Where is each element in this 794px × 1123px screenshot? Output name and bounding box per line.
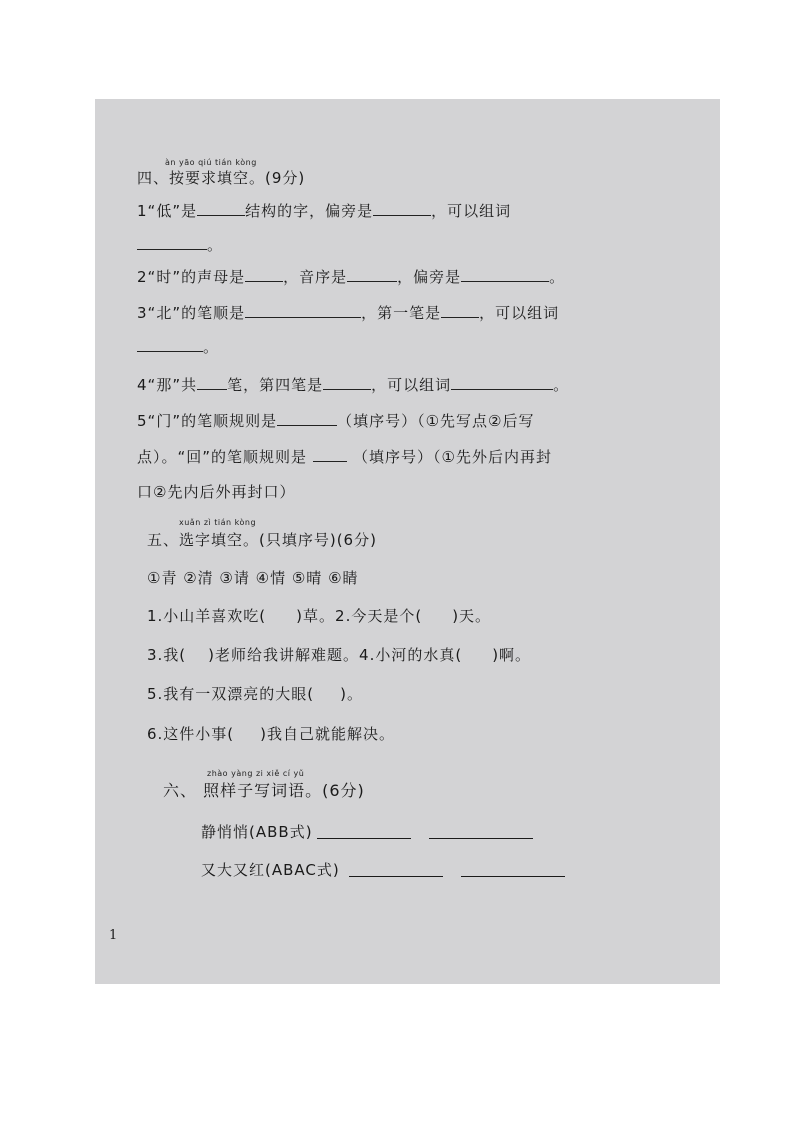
sec4-pinyin: àn yāo qiú tián kòng — [165, 158, 257, 167]
q3-blank-word[interactable] — [137, 339, 203, 352]
l2-text-c: )啊。 — [492, 646, 532, 664]
q5-blank-return[interactable] — [313, 449, 347, 462]
sec5-line1 — [147, 609, 491, 624]
sec6-abac-label: 又大又红(ABAC式) — [201, 861, 340, 879]
q3-blank-strokes[interactable] — [245, 305, 361, 318]
l1-text-a: 1.小山羊喜欢吃( — [147, 607, 267, 625]
l4-text-b: )我自己就能解决。 — [260, 725, 396, 743]
sec5-options: ①青 ②清 ③请 ④情 ⑤晴 ⑥睛 — [147, 569, 359, 587]
q2-text-b: ，音序是 — [283, 268, 348, 286]
q2-line — [137, 269, 565, 285]
q4-blank-word[interactable] — [451, 377, 553, 390]
q4-line — [137, 377, 569, 393]
q5-text-b: （填序号）（①先写点②后写 — [337, 412, 535, 430]
sec6-title: 六、 照样子写词语。(6分) — [163, 781, 365, 800]
q2-blank-radical[interactable] — [461, 269, 549, 282]
q3-text-d: 。 — [203, 338, 220, 356]
q4-text-d: 。 — [553, 376, 570, 394]
q2-text-c: ，偏旁是 — [397, 268, 462, 286]
l1-text-c: )天。 — [452, 607, 492, 625]
sec5-line4 — [147, 727, 395, 742]
q5-text-a: 5“门”的笔顺规则是 — [137, 412, 278, 430]
q5-blank-door[interactable] — [277, 413, 337, 426]
sec5-line2 — [147, 648, 531, 663]
q3-blank-first[interactable] — [441, 305, 479, 318]
sec5-line3 — [147, 687, 363, 702]
q4-blank-count[interactable] — [197, 377, 227, 390]
q3-text-b: ，第一笔是 — [361, 304, 442, 322]
sec6-abb-label: 静悄悄(ABB式) — [201, 823, 313, 841]
q3-text-c: ，可以组词 — [479, 304, 560, 322]
l1-text-b: )草。2.今天是个( — [296, 607, 423, 625]
abac-answer-line-2[interactable] — [461, 876, 565, 877]
q4-text-c: ，可以组词 — [371, 376, 452, 394]
abac-answer-line-1[interactable] — [349, 876, 443, 877]
q1-text-c: ，可以组词 — [431, 202, 512, 220]
q4-blank-fourth[interactable] — [323, 377, 371, 390]
q2-blank-initial[interactable] — [245, 269, 283, 282]
q1-text-a: 1“低”是 — [137, 202, 198, 220]
q5-text-c: 点）。“回”的笔顺规则是 — [137, 448, 308, 466]
q5-text-d: （填序号）（①先外后内再封 — [353, 448, 552, 466]
q3-text-a: 3“北”的笔顺是 — [137, 304, 246, 322]
sec5-title: 五、选字填空。(只填序号)(6分) — [147, 531, 377, 549]
q5-line1 — [137, 413, 535, 429]
l4-text-a: 6.这件小事( — [147, 725, 235, 743]
q2-blank-order[interactable] — [347, 269, 397, 282]
page-number: 1 — [109, 928, 118, 943]
q2-text-d: 。 — [549, 268, 566, 286]
q4-text-a: 4“那”共 — [137, 376, 198, 394]
abb-answer-line-1[interactable] — [317, 838, 411, 839]
q1-blank-radical[interactable] — [373, 203, 431, 216]
q1-blank-structure[interactable] — [197, 203, 245, 216]
q1-line2 — [137, 237, 223, 253]
q1-text-d: 。 — [207, 236, 224, 254]
q5-line2 — [137, 449, 552, 465]
q1-blank-word[interactable] — [137, 237, 207, 250]
sec6-pinyin: zhào yàng zi xiě cí yǔ — [207, 769, 305, 778]
q3-line1 — [137, 305, 559, 321]
q3-line2 — [137, 339, 219, 355]
q5-line3: 口②先内后外再封口） — [137, 483, 296, 501]
sec5-pinyin: xuǎn zì tián kòng — [179, 518, 257, 527]
worksheet-page — [95, 99, 720, 984]
q1-line1 — [137, 203, 511, 219]
l2-text-b: )老师给我讲解难题。4.小河的水真( — [208, 646, 463, 664]
q4-text-b: 笔，第四笔是 — [227, 376, 324, 394]
q2-text-a: 2“时”的声母是 — [137, 268, 246, 286]
l2-text-a: 3.我( — [147, 646, 187, 664]
l3-text-a: 5.我有一双漂亮的大眼( — [147, 685, 315, 703]
abb-answer-line-2[interactable] — [429, 838, 533, 839]
q1-text-b: 结构的字，偏旁是 — [245, 202, 374, 220]
l3-text-b: )。 — [340, 685, 364, 703]
sec4-title: 四、按要求填空。(9分) — [137, 169, 306, 187]
